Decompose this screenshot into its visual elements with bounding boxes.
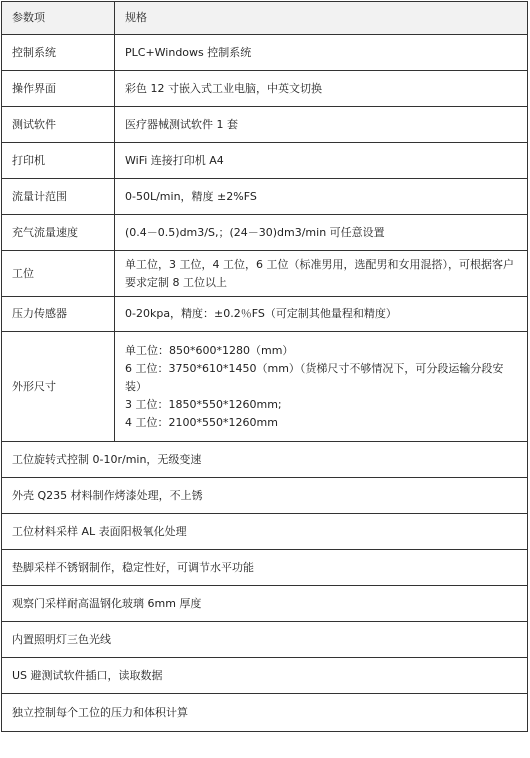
spec-table: [1, 1, 528, 732]
row-value: 0-50L/min，精度 ±2%FS: [115, 179, 528, 215]
table-row: [2, 107, 528, 143]
row-value: 单工位，3 工位，4 工位，6 工位（标准男用，选配男和女用混搭），可根据客户要求定制 8 工位以上: [115, 251, 528, 297]
feature-row: [2, 586, 528, 622]
table-row: [2, 251, 528, 297]
dimension-line: 3 工位：1850*550*1260mm;: [125, 397, 282, 411]
row-value: PLC+Windows 控制系统: [115, 35, 528, 71]
feature-row: [2, 694, 528, 732]
feature-row: [2, 622, 528, 658]
row-label: 压力传感器: [2, 297, 115, 332]
feature-row: [2, 514, 528, 550]
dimension-line: 4 工位：2100*550*1260mm: [125, 415, 278, 429]
feature-row: [2, 478, 528, 514]
header-spec: 规格: [115, 2, 528, 35]
feature-text: 观察门采样耐高温钢化玻璃 6mm 厚度: [2, 586, 528, 622]
dimensions-row: [2, 332, 528, 442]
row-value: 医疗器械测试软件 1 套: [115, 107, 528, 143]
table-row: [2, 179, 528, 215]
dimension-line: 单工位：850*600*1280（mm）: [125, 343, 294, 357]
dimensions-label: 外形尺寸: [2, 332, 115, 442]
dimension-line: 6 工位：3750*610*1450（mm）（货梯尺寸不够情况下，可分段运输分段安装）: [125, 361, 504, 393]
table-row: [2, 215, 528, 251]
feature-row: [2, 442, 528, 478]
row-label: 测试软件: [2, 107, 115, 143]
feature-text: 工位材料采样 AL 表面阳极氧化处理: [2, 514, 528, 550]
row-value: (0.4－0.5)dm3/S,；(24－30)dm3/min 可任意设置: [115, 215, 528, 251]
table-row: [2, 35, 528, 71]
feature-text: US 避测试软件插口，读取数据: [2, 658, 528, 694]
row-label: 操作界面: [2, 71, 115, 107]
row-label: 充气流量速度: [2, 215, 115, 251]
dimensions-value: [115, 332, 528, 442]
feature-text: 内置照明灯三色光线: [2, 622, 528, 658]
row-value: WiFi 连接打印机 A4: [115, 143, 528, 179]
feature-row: [2, 550, 528, 586]
row-label: 流量计范围: [2, 179, 115, 215]
row-label: 打印机: [2, 143, 115, 179]
table-header-row: [2, 2, 528, 35]
table-row: [2, 143, 528, 179]
row-label: 控制系统: [2, 35, 115, 71]
feature-row: [2, 658, 528, 694]
feature-text: 工位旋转式控制 0-10r/min，无级变速: [2, 442, 528, 478]
row-value: 彩色 12 寸嵌入式工业电脑，中英文切换: [115, 71, 528, 107]
feature-text: 垫脚采样不锈钢制作，稳定性好，可调节水平功能: [2, 550, 528, 586]
table-row: [2, 71, 528, 107]
row-value: 0-20kpa，精度：±0.2％FS（可定制其他量程和精度）: [115, 297, 528, 332]
header-param: 参数项: [2, 2, 115, 35]
table-row: [2, 297, 528, 332]
feature-text: 外壳 Q235 材料制作烤漆处理，不上锈: [2, 478, 528, 514]
feature-text: 独立控制每个工位的压力和体积计算: [2, 694, 528, 732]
row-label: 工位: [2, 251, 115, 297]
